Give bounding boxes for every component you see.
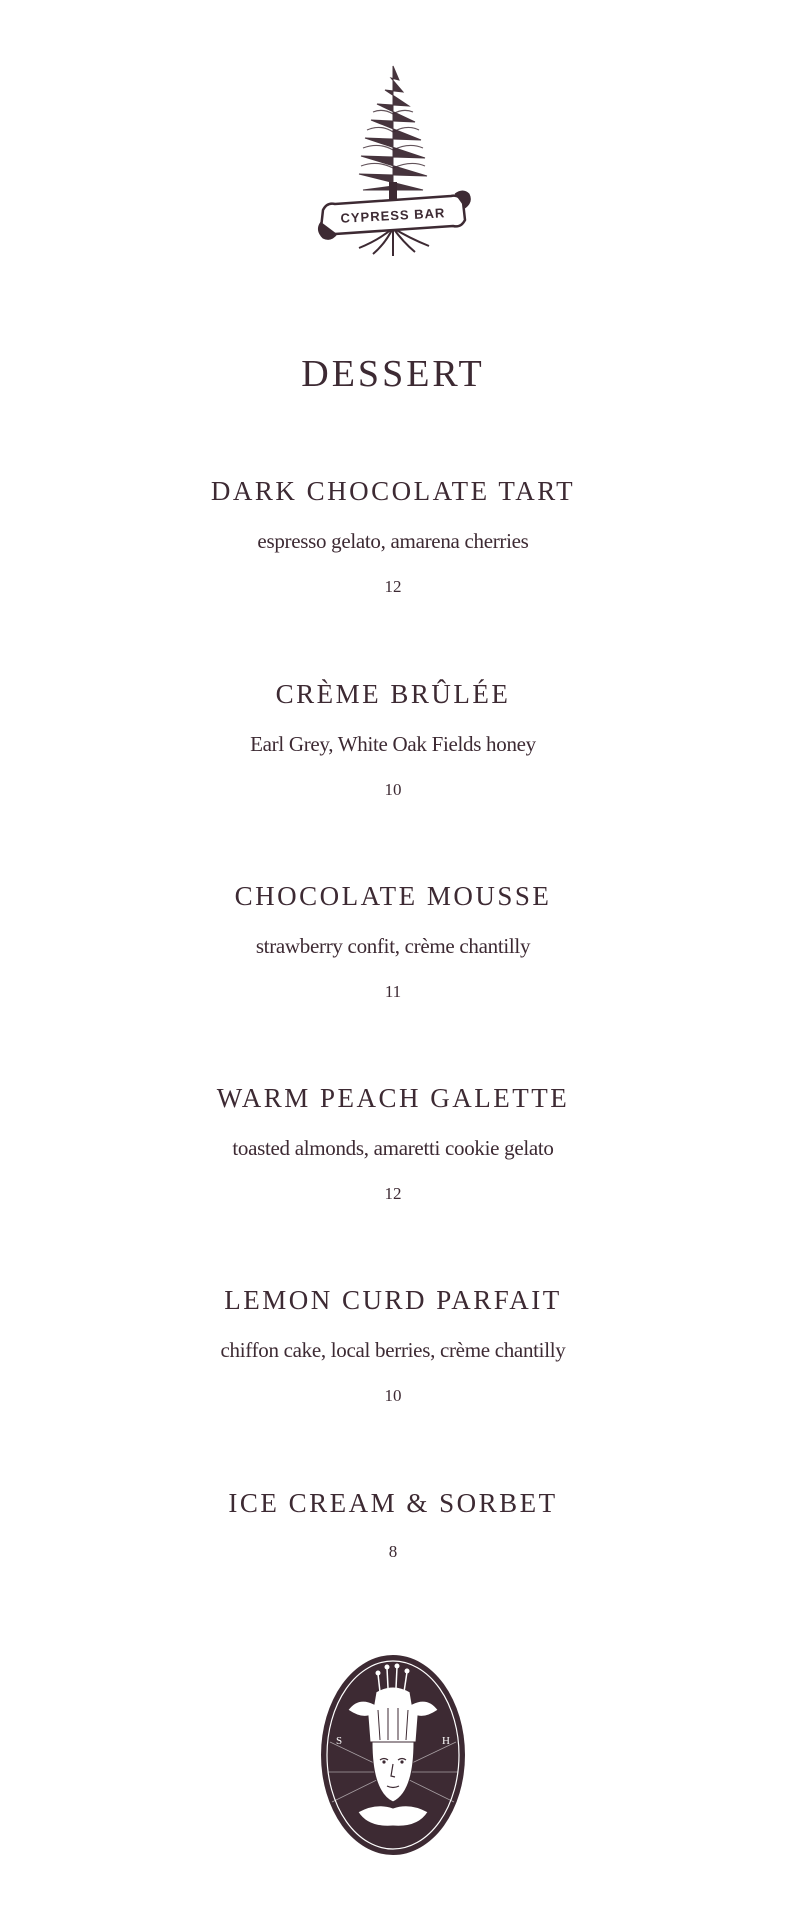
menu-item-description: toasted almonds, amaretti cookie gelato: [232, 1136, 554, 1160]
menu-item: [0, 1283, 786, 1407]
menu-item-price: 11: [384, 982, 402, 1001]
menu-item: [0, 677, 786, 801]
menu-item: [0, 879, 786, 1003]
menu-item-price: 10: [384, 1386, 402, 1405]
menu-item-name: DARK CHOCOLATE TART: [210, 476, 576, 506]
menu-item: [0, 1486, 786, 1563]
menu-item: [0, 1081, 786, 1205]
emblem-letter-right: H: [442, 1735, 450, 1747]
menu-item-name: WARM PEACH GALETTE: [216, 1083, 570, 1113]
menu-item-name: CHOCOLATE MOUSSE: [234, 881, 552, 911]
menu-item-description: espresso gelato, amarena cherries: [257, 529, 529, 553]
menu-item-description: chiffon cake, local berries, crème chantilly: [220, 1338, 566, 1362]
menu-item: [0, 474, 786, 598]
menu-item-price: 8: [388, 1542, 398, 1561]
menu-item-name: LEMON CURD PARFAIT: [224, 1285, 562, 1315]
menu-item-price: 12: [384, 1184, 402, 1203]
menu-item-description: strawberry confit, crème chantilly: [255, 934, 531, 958]
menu-item-price: 10: [384, 780, 402, 799]
menu-item-price: 12: [384, 577, 402, 596]
menu-item-description: Earl Grey, White Oak Fields honey: [250, 732, 536, 756]
menu-item-name: CRÈME BRÛLÉE: [275, 679, 511, 709]
emblem-logo: [318, 1652, 468, 1858]
cypress-bar-logo: [313, 62, 473, 282]
emblem-letter-left: S: [336, 1735, 343, 1747]
logo-banner-text: CYPRESS BAR: [340, 205, 446, 226]
section-title: DESSERT: [301, 353, 485, 395]
menu-item-name: ICE CREAM & SORBET: [228, 1488, 558, 1518]
